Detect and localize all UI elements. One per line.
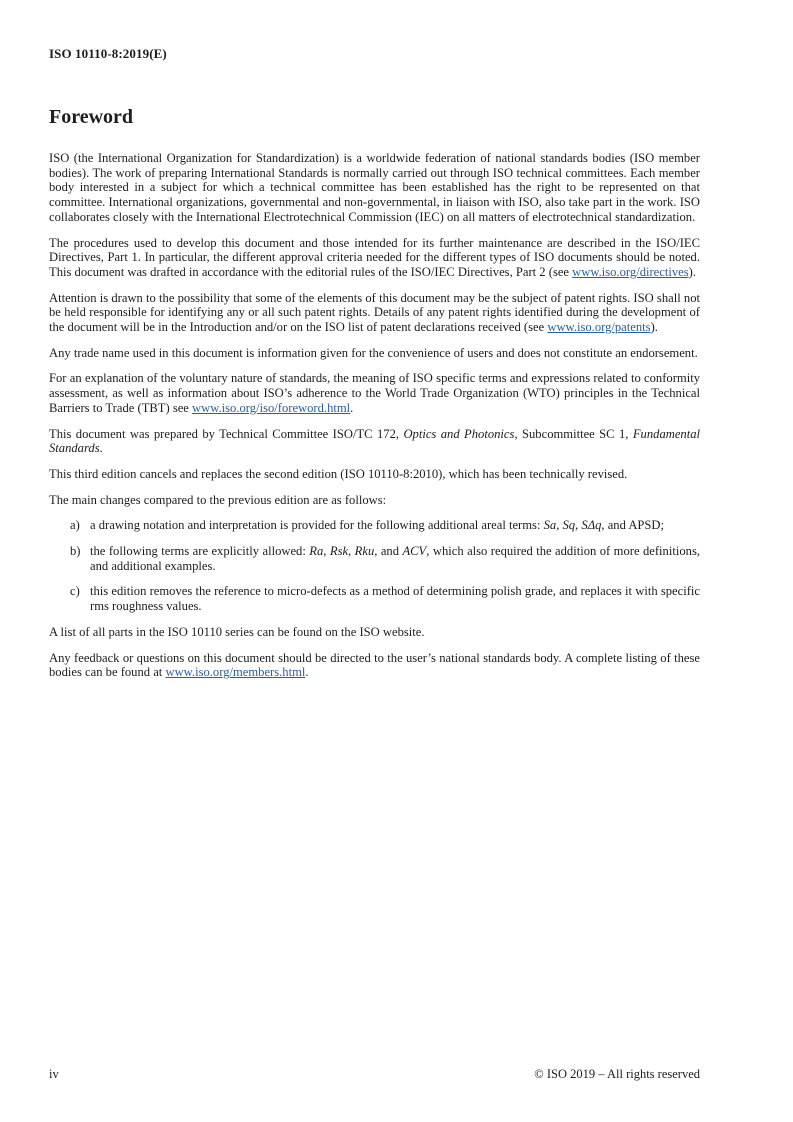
text-run: For an explanation of the voluntary nature of standards, the meaning of ISO specific terms and expressions related to conformity assessment, as well as information about ISO’s adherence to the World Trade Organization (WTO) principles in the Technical Barriers to Trade (TBT) see <box>49 371 700 415</box>
text-run: ). <box>688 264 696 279</box>
text-run: Any feedback or questions on this document should be directed to the user’s national standards body. A complete listing of these bodies can be found at <box>49 650 700 680</box>
list-marker: c) <box>70 584 80 599</box>
text-run: a drawing notation and interpretation is provided for the following additional areal terms: <box>90 518 544 533</box>
text-run: Ra <box>309 544 324 559</box>
text-run: ). <box>650 320 658 335</box>
copyright-notice: © ISO 2019 – All rights reserved <box>534 1067 700 1081</box>
list-marker: a) <box>70 518 80 533</box>
text-run: , Subcommittee SC 1, <box>514 426 633 441</box>
page-number: iv <box>49 1067 59 1081</box>
text-run: . <box>99 441 103 456</box>
hyperlink[interactable]: www.iso.org/patents <box>547 320 651 335</box>
text-run: , and <box>374 544 403 559</box>
text-run: A list of all parts in the ISO 10110 series can be found on the ISO website. <box>49 624 425 639</box>
text-run: , <box>323 544 330 559</box>
paragraph <box>49 625 700 640</box>
text-run: , <box>556 518 563 533</box>
hyperlink[interactable]: www.iso.org/iso/foreword.html <box>192 400 351 415</box>
text-run: The main changes compared to the previous edition are as follows: <box>49 492 387 507</box>
text-run: Sq <box>562 518 576 533</box>
text-run: . <box>350 400 354 415</box>
list-item <box>49 518 700 533</box>
document-blocks <box>49 151 700 680</box>
paragraph <box>49 371 700 415</box>
page-content <box>49 46 700 691</box>
text-run: , <box>575 518 582 533</box>
text-run: The procedures used to develop this document and those intended for its further maintenance are described in the ISO/IEC Directives, Part 1. In particular, the different approval criteria needed for the different types of ISO documents should be noted. This document was drafted in accordance with the editorial rules of the ISO/IEC Directives, Part 2 (see <box>49 235 700 279</box>
text-run: the following terms are explicitly allowed: <box>90 544 310 559</box>
text-run: Sa <box>543 518 557 533</box>
text-run: , and APSD; <box>601 518 665 533</box>
list-item <box>49 584 700 613</box>
text-run: . <box>305 665 309 680</box>
hyperlink[interactable]: www.iso.org/directives <box>572 264 689 279</box>
paragraph <box>49 291 700 335</box>
paragraph <box>49 493 700 508</box>
text-run: Attention is drawn to the possibility that some of the elements of this document may be the subject of patent rights. ISO shall not be held responsible for identifying any or all such patent rights. Details of any patent rights identified during the development of the document will be in the Introduction and/or on the ISO list of patent declarations received (see <box>49 290 700 335</box>
text-run: , which also required the addition of more definitions, and additional examples. <box>90 544 700 573</box>
paragraph <box>49 467 700 482</box>
paragraph <box>49 651 700 680</box>
text-run: Optics and Photonics <box>403 426 515 441</box>
text-run: this edition removes the reference to micro-defects as a method of determining polish grade, and replaces it with specific rms roughness values. <box>90 584 700 614</box>
document-reference-header: ISO 10110-8:2019(E) <box>49 46 167 61</box>
paragraph <box>49 427 700 456</box>
hyperlink[interactable]: www.iso.org/members.html <box>165 665 306 680</box>
page-title: Foreword <box>49 106 134 128</box>
paragraph <box>49 236 700 280</box>
text-run: Any trade name used in this document is information given for the convenience of users and does not constitute an endorsement. <box>49 345 698 360</box>
paragraph <box>49 151 700 225</box>
text-run: Rku <box>354 544 375 559</box>
text-run: Rsk <box>329 544 349 559</box>
page-footer <box>49 1067 700 1082</box>
list-item <box>49 544 700 573</box>
text-run: ACV <box>402 544 427 559</box>
text-run: ISO (the International Organization for Standardization) is a worldwide federation of national standards bodies (ISO member bodies). The work of preparing International Standards is normally carried out through ISO technical committees. Each member body interested in a subject for which a technical committee has been established has the right to be represented on that committee. International organizations, governmental and non-governmental, in liaison with ISO, also take part in the work. ISO collaborates closely with the International Electrotechnical Commission (IEC) on all matters of electrotechnical standardization. <box>49 151 700 224</box>
text-run: , <box>348 544 355 559</box>
text-run: Fundamental Standards <box>49 426 701 456</box>
list-marker: b) <box>70 544 81 559</box>
text-run: This third edition cancels and replaces the second edition (ISO 10110-8:2010), which has been technically revised. <box>49 466 628 481</box>
text-run: SΔq <box>581 518 602 533</box>
paragraph <box>49 346 700 361</box>
text-run: This document was prepared by Technical Committee ISO/TC 172, <box>49 426 404 441</box>
